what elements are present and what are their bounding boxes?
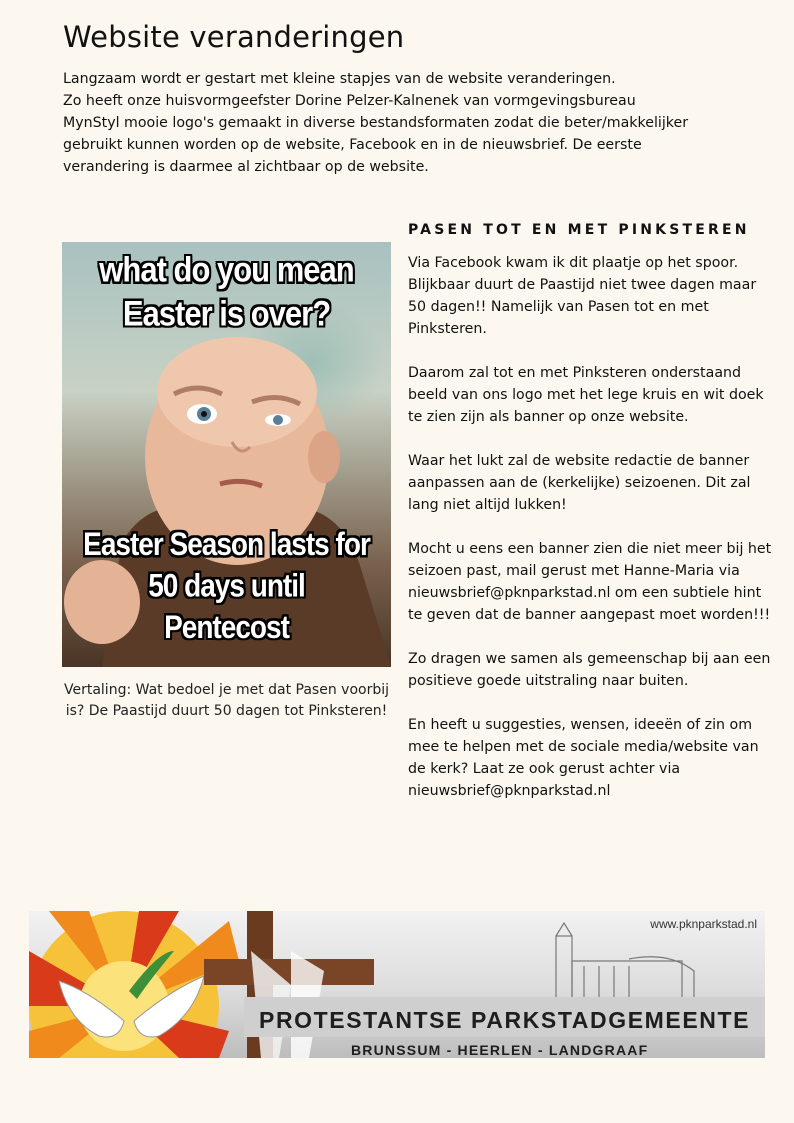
- intro-paragraph: [63, 68, 763, 178]
- article-heading: PASEN TOT EN MET PINKSTEREN: [408, 222, 750, 238]
- article-paragraph: Zo dragen we samen als gemeenschap bij aan een positieve goede uitstraling naar buiten.: [408, 651, 771, 689]
- article-paragraph: Via Facebook kwam ik dit plaatje op het spoor. Blijkbaar duurt de Paastijd niet twee dagen maar 50 dagen!! Namelijk van Pasen tot en met Pinksteren.: [408, 255, 757, 337]
- meme-bottom-line: Pentecost: [164, 609, 289, 645]
- meme-bottom-line: 50 days until: [148, 567, 305, 604]
- easter-meme-image: [62, 242, 391, 667]
- article-paragraph: Waar het lukt zal de website redactie de banner aanpassen aan de (kerkelijke) seizoenen. Dit zal lang niet altijd lukken!: [408, 453, 751, 513]
- article-paragraph: Daarom zal tot en met Pinksteren onderstaand beeld van ons logo met het lege kruis en wit doek te zien zijn als banner op onze website.: [408, 365, 764, 425]
- article-paragraph: Mocht u eens een banner zien die niet meer bij het seizoen past, mail gerust met Hanne-Maria via nieuwsbrief@pknparkstad.nl om een subtiele hint te geven dat de banner aangepast moet worden!!!: [408, 541, 772, 623]
- website-url: www.pknparkstad.nl: [650, 917, 757, 931]
- congregation-locations: BRUNSSUM - HEERLEN - LANDGRAAF: [351, 1042, 649, 1058]
- intro-line: gebruikt kunnen worden op de website, Facebook en in de nieuwsbrief. De eerste: [63, 137, 642, 153]
- congregation-name: PROTESTANTSE PARKSTADGEMEENTE: [259, 1007, 751, 1033]
- article-paragraph: En heeft u suggesties, wensen, ideeën of zin om mee te helpen met de sociale media/website van de kerk? Laat ze ook gerust achter via nieuwsbrief@pknparkstad.nl: [408, 717, 759, 799]
- intro-line: MynStyl mooie logo's gemaakt in diverse bestandsformaten zodat die beter/makkelijker: [63, 115, 689, 131]
- page-title: Website veranderingen: [63, 20, 405, 54]
- meme-top-line: Easter is over?: [122, 293, 331, 334]
- church-building-icon: [556, 923, 694, 998]
- article-body: [408, 252, 773, 824]
- meme-caption: Vertaling: Wat bedoel je met dat Pasen voorbij is? De Paastijd duurt 50 dagen tot Pinksteren!: [63, 682, 389, 719]
- intro-line: Langzaam wordt er gestart met kleine stapjes van de website veranderingen.: [63, 71, 616, 87]
- intro-line: verandering is daarmee al zichtbaar op de website.: [63, 159, 429, 175]
- meme-top-text: [62, 248, 391, 335]
- meme-bottom-text: [62, 524, 391, 648]
- church-banner: [29, 911, 765, 1058]
- intro-line: Zo heeft onze huisvormgeefster Dorine Pelzer-Kalnenek van vormgevingsbureau: [63, 93, 636, 109]
- meme-top-line: what do you mean: [99, 249, 354, 290]
- meme-bottom-line: Easter Season lasts for: [83, 526, 370, 562]
